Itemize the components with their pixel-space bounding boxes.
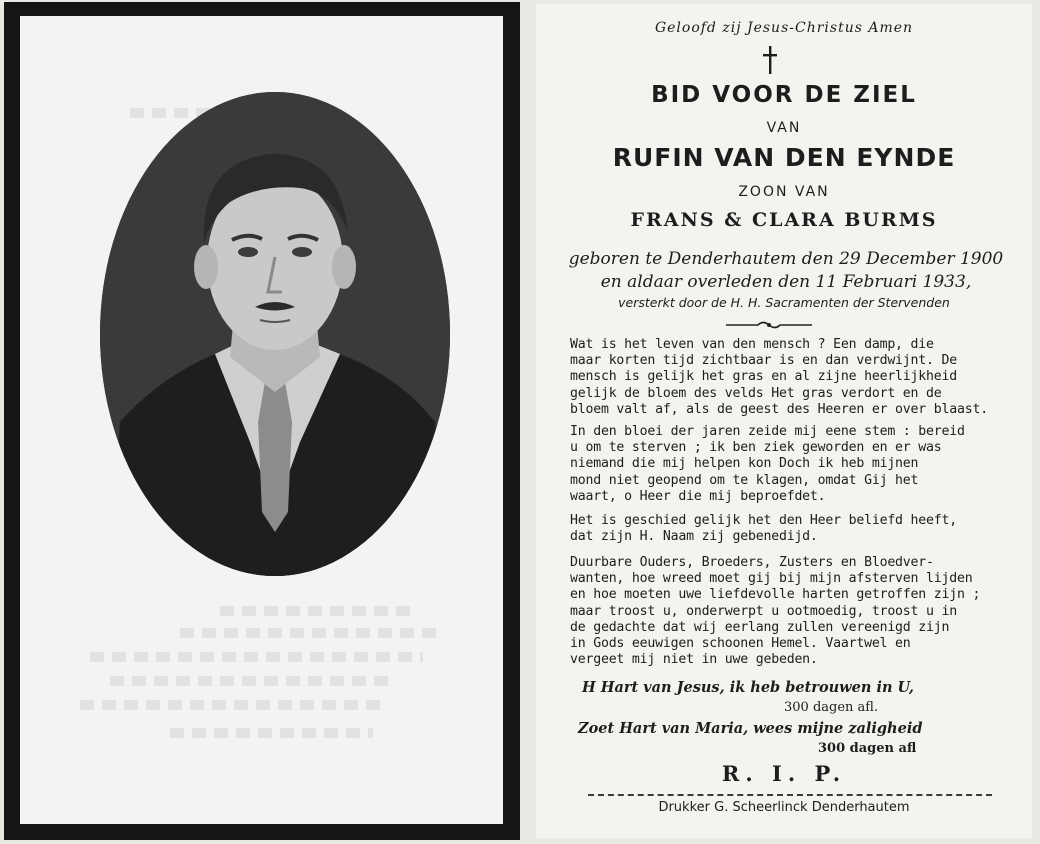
rip-text: R. I. P. xyxy=(721,761,847,786)
printer-credit: Drukker G. Scheerlinck Denderhautem xyxy=(658,800,910,815)
text-line: In den bloei der jaren zeide mij eene stem : bereid xyxy=(570,424,965,439)
text-line: bloem valt af, als de geest des Heeren er over blaast. xyxy=(570,401,988,417)
indulgence-days-2: 300 dagen afl xyxy=(818,741,917,756)
prayer-mary: Zoet Hart van Maria, wees mijne zaligheid xyxy=(578,720,923,737)
show-through-text xyxy=(220,606,413,616)
text-line: Wat is het leven van den mensch ? Een damp, die xyxy=(570,337,934,352)
text-line: gelijk de bloem des velds Het gras verdort en de xyxy=(570,385,942,401)
text-line: maar korten tijd zichtbaar is en dan verdwijnt. De xyxy=(570,353,957,369)
show-through-text xyxy=(90,652,423,662)
prayer-sacred-heart: H Hart van Jesus, ik heb betrouwen in U, xyxy=(582,679,914,696)
photo-card xyxy=(4,2,520,840)
text-line: mond niet geopend om te klagen, omdat Gij het xyxy=(570,472,919,488)
sacraments-line: versterkt door de H. H. Sacramenten der Stervenden xyxy=(618,295,950,310)
motto: Geloofd zij Jesus-Christus Amen xyxy=(654,20,914,36)
text-line: en hoe moeten uwe liefdevolle harten getroffen zijn ; xyxy=(570,587,981,603)
text-line: Duurbare Ouders, Broeders, Zusters en Bloedver- xyxy=(570,555,934,570)
heading-title: BID VOOR DE ZIEL xyxy=(651,82,917,108)
cross-icon xyxy=(762,46,778,74)
text-line: vergeet mij niet in uwe gebeden. xyxy=(570,652,818,668)
paragraph-life xyxy=(570,337,996,418)
show-through-text xyxy=(170,728,373,738)
photo-card-inner xyxy=(20,16,503,824)
memorial-text-card xyxy=(536,4,1032,838)
portrait-photo xyxy=(100,92,450,576)
show-through-text xyxy=(80,700,383,710)
paragraph-bloom xyxy=(570,424,996,505)
heading-van: VAN xyxy=(766,120,802,136)
text-line: dat zijn H. Naam zij gebenedijd. xyxy=(570,529,818,545)
son-of-label: ZOON VAN xyxy=(738,184,830,200)
text-line: Het is geschied gelijk het den Heer beliefd heeft, xyxy=(570,513,957,528)
divider-line xyxy=(588,794,992,796)
indulgence-days-1: 300 dagen afl. xyxy=(784,700,879,715)
birth-line: geboren te Denderhautem den 29 December 1900 xyxy=(568,249,1004,269)
text-line: maar troost u, onderwerpt u ootmoedig, troost u in xyxy=(570,603,957,619)
text-line: waart, o Heer die mij beproefdet. xyxy=(570,488,826,504)
death-line: en aldaar overleden den 11 Februari 1933, xyxy=(600,272,972,292)
deceased-name: RUFIN VAN DEN EYNDE xyxy=(612,143,956,172)
text-line: u om te sterven ; ik ben ziek geworden en er was xyxy=(570,440,942,456)
text-line: mensch is gelijk het gras en al zijne heerlijkheid xyxy=(570,369,957,385)
portrait-illustration xyxy=(100,92,450,576)
paragraph-family xyxy=(570,555,996,668)
ornament-divider xyxy=(726,320,812,330)
text-line: wanten, hoe wreed moet gij bij mijn afsterven lijden xyxy=(570,571,973,587)
show-through-text xyxy=(180,628,443,638)
paragraph-lord xyxy=(570,513,996,545)
text-line: de gedachte dat wij eerlang zullen vereenigd zijn xyxy=(570,619,950,635)
text-line: niemand die mij helpen kon Doch ik heb mijnen xyxy=(570,456,919,472)
text-line: in Gods eeuwigen schoonen Hemel. Vaartwel en xyxy=(570,636,911,652)
show-through-text xyxy=(110,676,393,686)
parents-names: FRANS & CLARA BURMS xyxy=(630,209,938,231)
